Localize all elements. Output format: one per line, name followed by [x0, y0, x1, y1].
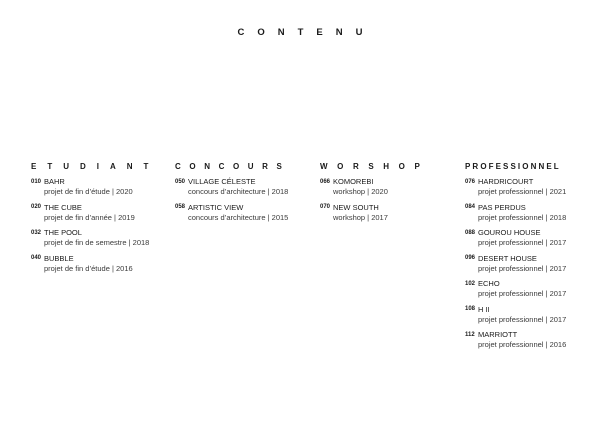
page-number: 108	[465, 306, 476, 312]
column-heading: CONCOURS	[175, 162, 291, 171]
entry-list	[175, 177, 315, 228]
page-number: 084	[465, 204, 476, 210]
column-concours	[175, 161, 315, 228]
project-subtitle: workshop | 2020	[333, 187, 388, 196]
toc-entry	[31, 254, 171, 280]
project-title: BUBBLE	[44, 253, 74, 263]
toc-entry	[31, 203, 171, 229]
page-number: 032	[31, 229, 42, 236]
toc-entry	[320, 203, 460, 229]
entry-list	[320, 177, 460, 228]
page-number: 070	[320, 204, 331, 210]
project-subtitle: projet professionnel | 2017	[478, 238, 567, 247]
project-title: HARDRICOURT	[478, 177, 534, 186]
entry-list	[465, 177, 600, 356]
column-professionnel	[465, 161, 600, 356]
toc-entry	[465, 279, 600, 305]
page-title: CONTENU	[237, 27, 376, 38]
project-title: MARRIOTT	[478, 330, 518, 339]
toc-entry	[465, 330, 600, 356]
project-subtitle: projet professionnel | 2017	[478, 289, 567, 298]
project-subtitle: projet de fin d’année | 2019	[44, 212, 135, 222]
column-heading: PROFESSIONNEL	[465, 162, 561, 171]
page-number: 096	[465, 255, 476, 261]
project-title: VILLAGE CÉLESTE	[188, 177, 256, 186]
page-number: 010	[31, 178, 42, 185]
project-subtitle: workshop | 2017	[333, 212, 388, 222]
project-title: ARTISTIC VIEW	[188, 202, 244, 212]
toc-entry	[465, 305, 600, 331]
project-subtitle: concours d’architecture | 2018	[188, 187, 289, 196]
page-number: 050	[175, 178, 186, 185]
project-title: THE CUBE	[44, 202, 82, 212]
toc-entry	[175, 177, 315, 203]
toc-entry	[175, 203, 315, 229]
toc-entry	[31, 228, 171, 254]
page-number: 088	[465, 229, 476, 236]
column-worshop	[320, 161, 460, 228]
column-heading: ETUDIANT	[31, 162, 160, 171]
project-subtitle: projet professionnel | 2017	[478, 263, 567, 273]
page-number: 102	[465, 280, 476, 287]
toc-entry	[31, 177, 171, 203]
project-title: THE POOL	[44, 228, 82, 237]
project-subtitle: projet de fin de semestre | 2018	[44, 238, 150, 247]
page-number: 020	[31, 204, 42, 210]
page-number: 040	[31, 255, 42, 261]
toc-entry	[465, 254, 600, 280]
column-heading: WORSHOP	[320, 162, 430, 171]
project-title: GOUROU HOUSE	[478, 228, 541, 237]
project-subtitle: projet de fin d’étude | 2020	[44, 187, 133, 196]
project-subtitle: projet professionnel | 2018	[478, 212, 567, 222]
project-title: KOMOREBI	[333, 177, 374, 186]
entry-list	[31, 177, 171, 279]
page-number: 058	[175, 204, 186, 210]
toc-entry	[465, 177, 600, 203]
project-subtitle: projet de fin d’étude | 2016	[44, 263, 133, 273]
project-subtitle: projet professionnel | 2021	[478, 187, 567, 196]
page-number: 076	[465, 178, 476, 185]
toc-entry	[320, 177, 460, 203]
toc-entry	[465, 228, 600, 254]
project-title: BAHR	[44, 177, 65, 186]
page-number: 112	[465, 331, 475, 338]
column-etudiant	[31, 161, 171, 279]
project-title: NEW SOUTH	[333, 202, 379, 212]
page-number: 066	[320, 178, 331, 185]
project-subtitle: concours d’architecture | 2015	[188, 212, 289, 222]
project-title: PAS PERDUS	[478, 202, 526, 212]
project-title: ECHO	[478, 279, 500, 288]
project-title: H II	[478, 304, 490, 314]
project-subtitle: projet professionnel | 2017	[478, 314, 567, 324]
project-subtitle: projet professionnel | 2016	[478, 340, 567, 349]
project-title: DESERT HOUSE	[478, 253, 537, 263]
toc-entry	[465, 203, 600, 229]
